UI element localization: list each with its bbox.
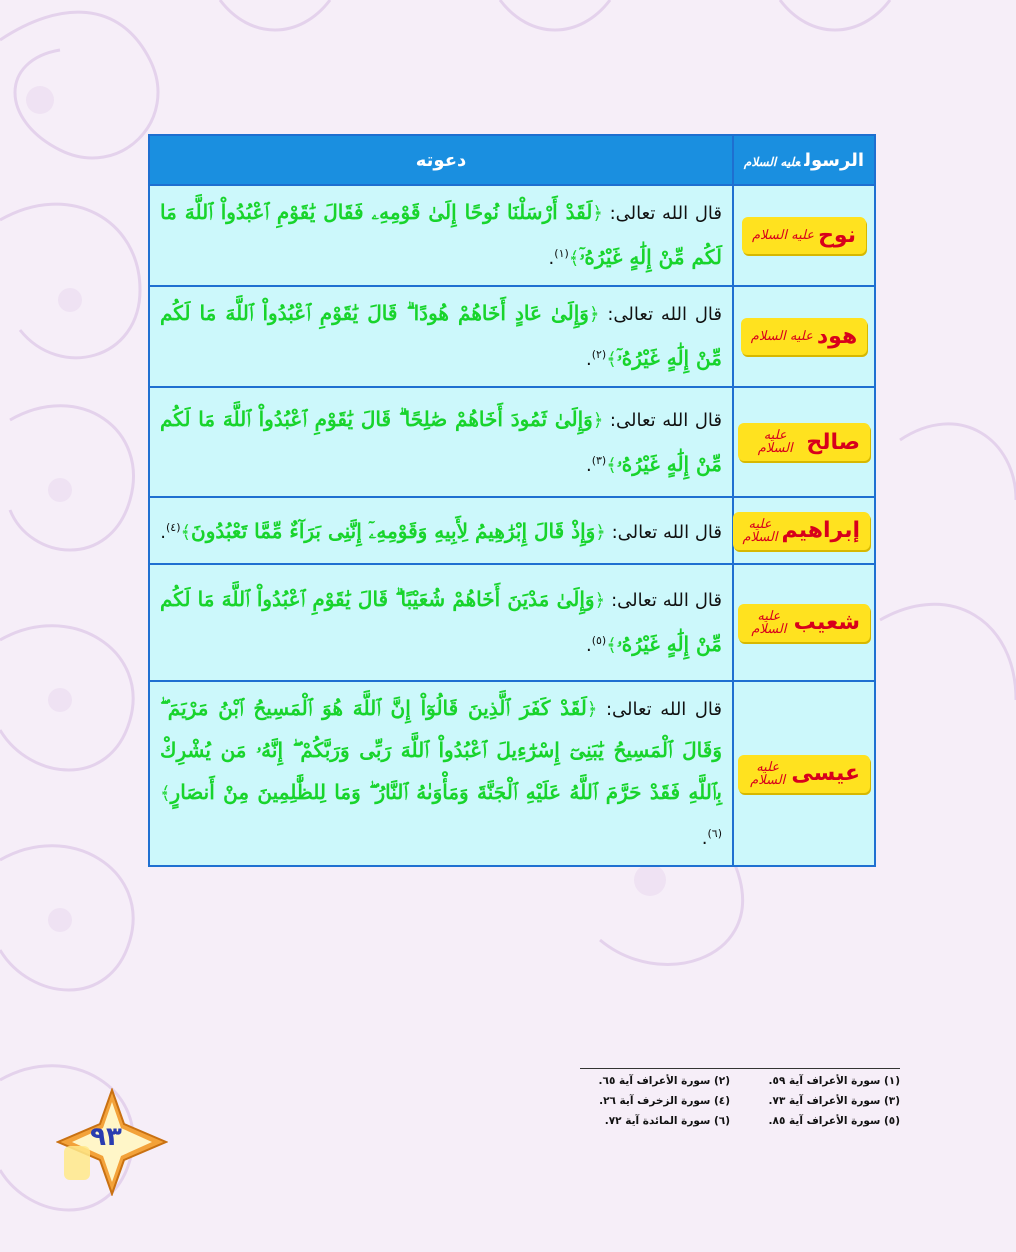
- footnote: (٤) سورة الزخرف آية ٢٦.: [599, 1095, 730, 1107]
- prophet-cell: [733, 564, 875, 681]
- ayah-open-bracket: ﴿: [592, 409, 604, 431]
- period: .: [160, 522, 166, 543]
- ayah-text: لَقَدْ كَفَرَ ٱلَّذِينَ قَالُوٓاْ إِنَّ ٱللَّهَ هُوَ ٱلْمَسِيحُ ٱبْنُ مَرْيَمَ ۖ وَقَالَ ٱلْمَسِيحُ يَٰبَنِىٓ إِسْرَٰٓءِيلَ ٱعْبُدُواْ ٱللَّهَ رَبِّى وَرَبَّكُمْ ۖ إِنَّهُۥ مَن يُشْرِكْ بِٱللَّهِ فَقَدْ حَرَّمَ ٱللَّهُ عَلَيْهِ ٱلْجَنَّةَ وَمَأْوَىٰهُ ٱلنَّارُ ۖ وَمَا لِلظَّٰلِمِينَ مِنْ أَنصَارٍ: [160, 696, 722, 804]
- period: .: [585, 454, 592, 476]
- dawah-cell: [149, 387, 733, 497]
- period: .: [548, 248, 555, 269]
- ayah-intro: قال الله تعالى:: [609, 203, 722, 224]
- ayah-intro: قال الله تعالى:: [611, 590, 722, 611]
- ayah-close-bracket: ﴾: [180, 522, 192, 543]
- salam-calligraphy: عليه السلام: [757, 428, 793, 456]
- ayah-text: وَإِلَىٰ عَادٍ أَخَاهُمْ هُودًا ۗ قَالَ يَٰقَوْمِ ٱعْبُدُواْ ٱللَّهَ مَا لَكُم مِّنْ إِلَٰهٍ غَيْرُهُۥٓ: [160, 301, 722, 370]
- prophet-name: صالح: [806, 429, 860, 455]
- ayah-close-bracket: ﴾: [160, 783, 171, 804]
- ayah-text: وَإِذْ قَالَ إِبْرَٰهِيمُ لِأَبِيهِ وَقَوْمِهِۦٓ إِنَّنِى بَرَآءٌ مِّمَّا تَعْبُدُونَ: [191, 519, 596, 543]
- salam-calligraphy: عليه السلام: [751, 608, 787, 637]
- prophets-table: [148, 134, 876, 867]
- period: .: [701, 828, 708, 849]
- ayah-text: لَقَدْ أَرْسَلْنَا نُوحًا إِلَىٰ قَوْمِهِۦ فَقَالَ يَٰقَوْمِ ٱعْبُدُواْ ٱللَّهَ مَا لَكُم مِّنْ إِلَٰهٍ غَيْرُهُۥٓ: [160, 200, 722, 269]
- salam-calligraphy: عليه السلام: [750, 329, 813, 344]
- salam-calligraphy: عليه السلام: [750, 759, 786, 788]
- footnote-ref: (٤): [165, 521, 181, 534]
- dawah-cell: [149, 497, 733, 564]
- footnote: (٣) سورة الأعراف آية ٧٣.: [768, 1095, 900, 1107]
- footnote-ref: (٣): [591, 453, 607, 467]
- ayah-intro: قال الله تعالى:: [607, 304, 722, 325]
- footnote-ref: (٥): [591, 634, 607, 647]
- footnote-ref: (١): [554, 247, 569, 260]
- prophet-cell: [733, 497, 875, 564]
- table-row: [149, 286, 875, 387]
- ayah-intro: قال الله تعالى:: [611, 522, 722, 543]
- prophet-name: عيسى: [791, 761, 860, 786]
- prophet-cell: [733, 286, 875, 387]
- footnote-ref: (٦): [707, 827, 722, 840]
- prophet-badge: [738, 604, 870, 642]
- salam-calligraphy: عليه السلام: [752, 228, 815, 243]
- ayah-close-bracket: ﴾: [606, 454, 617, 476]
- prophet-badge: [742, 217, 866, 254]
- ayah-open-bracket: ﴿: [586, 699, 598, 720]
- dawah-cell: [149, 286, 733, 387]
- footnote-ref: (٢): [591, 348, 607, 361]
- ayah-open-bracket: ﴿: [595, 522, 606, 543]
- ayah-text: وَإِلَىٰ مَدْيَنَ أَخَاهُمْ شُعَيْبًا ۗ قَالَ يَٰقَوْمِ ٱعْبُدُواْ ٱللَّهَ مَا لَكُم مِّنْ إِلَٰهٍ غَيْرُهُۥ: [160, 587, 722, 656]
- ayah-intro: قال الله تعالى:: [609, 409, 722, 431]
- period: .: [585, 635, 592, 656]
- ayah-open-bracket: ﴿: [592, 203, 603, 224]
- footnote: (٦) سورة المائدة آية ٧٢.: [604, 1115, 730, 1127]
- table-row: [149, 564, 875, 681]
- table-row: [149, 497, 875, 564]
- ayah-open-bracket: ﴿: [588, 304, 600, 325]
- prophet-name: هود: [816, 324, 858, 349]
- footnote: (٢) سورة الأعراف آية ٦٥.: [598, 1075, 730, 1087]
- salam-calligraphy: عليه السلام: [742, 516, 778, 545]
- ayah-close-bracket: ﴾: [606, 349, 617, 370]
- footnote: (٥) سورة الأعراف آية ٨٥.: [768, 1115, 900, 1127]
- prophet-badge: [738, 423, 870, 461]
- ayah-intro: قال الله تعالى:: [605, 699, 722, 720]
- page-number: ٩٣: [90, 1122, 122, 1152]
- prophet-badge: [738, 755, 870, 793]
- salam-calligraphy: عليه السلام: [743, 154, 801, 169]
- dawah-cell: [149, 681, 733, 866]
- table-row: [149, 681, 875, 866]
- footnotes: [580, 1068, 900, 1127]
- prophet-column-label: الرسول: [804, 149, 865, 171]
- dawah-column-header: دعوته: [149, 135, 733, 185]
- dawah-cell: [149, 185, 733, 286]
- table-row: [149, 185, 875, 286]
- prophet-cell: [733, 681, 875, 866]
- ayah-text: وَإِلَىٰ ثَمُودَ أَخَاهُمْ صَٰلِحًا ۗ قَالَ يَٰقَوْمِ ٱعْبُدُواْ ٱللَّهَ مَا لَكُم مِّنْ إِلَٰهٍ غَيْرُهُۥ: [160, 406, 722, 476]
- table-header-row: [149, 135, 875, 185]
- prophet-name: شعيب: [793, 610, 860, 635]
- period: .: [585, 349, 592, 370]
- ayah-close-bracket: ﴾: [568, 248, 580, 269]
- prophet-cell: [733, 387, 875, 497]
- ayah-open-bracket: ﴿: [594, 590, 606, 611]
- prophet-badge: [741, 318, 867, 355]
- prophet-badge: [733, 512, 871, 550]
- prophet-column-header: [733, 135, 875, 185]
- prophet-cell: [733, 185, 875, 286]
- dawah-cell: [149, 564, 733, 681]
- prophet-name: نوح: [818, 223, 856, 248]
- prophet-name: إبراهيم: [781, 518, 860, 543]
- ayah-close-bracket: ﴾: [606, 635, 617, 656]
- table-row: [149, 387, 875, 497]
- footnote: (١) سورة الأعراف آية ٥٩.: [768, 1075, 900, 1087]
